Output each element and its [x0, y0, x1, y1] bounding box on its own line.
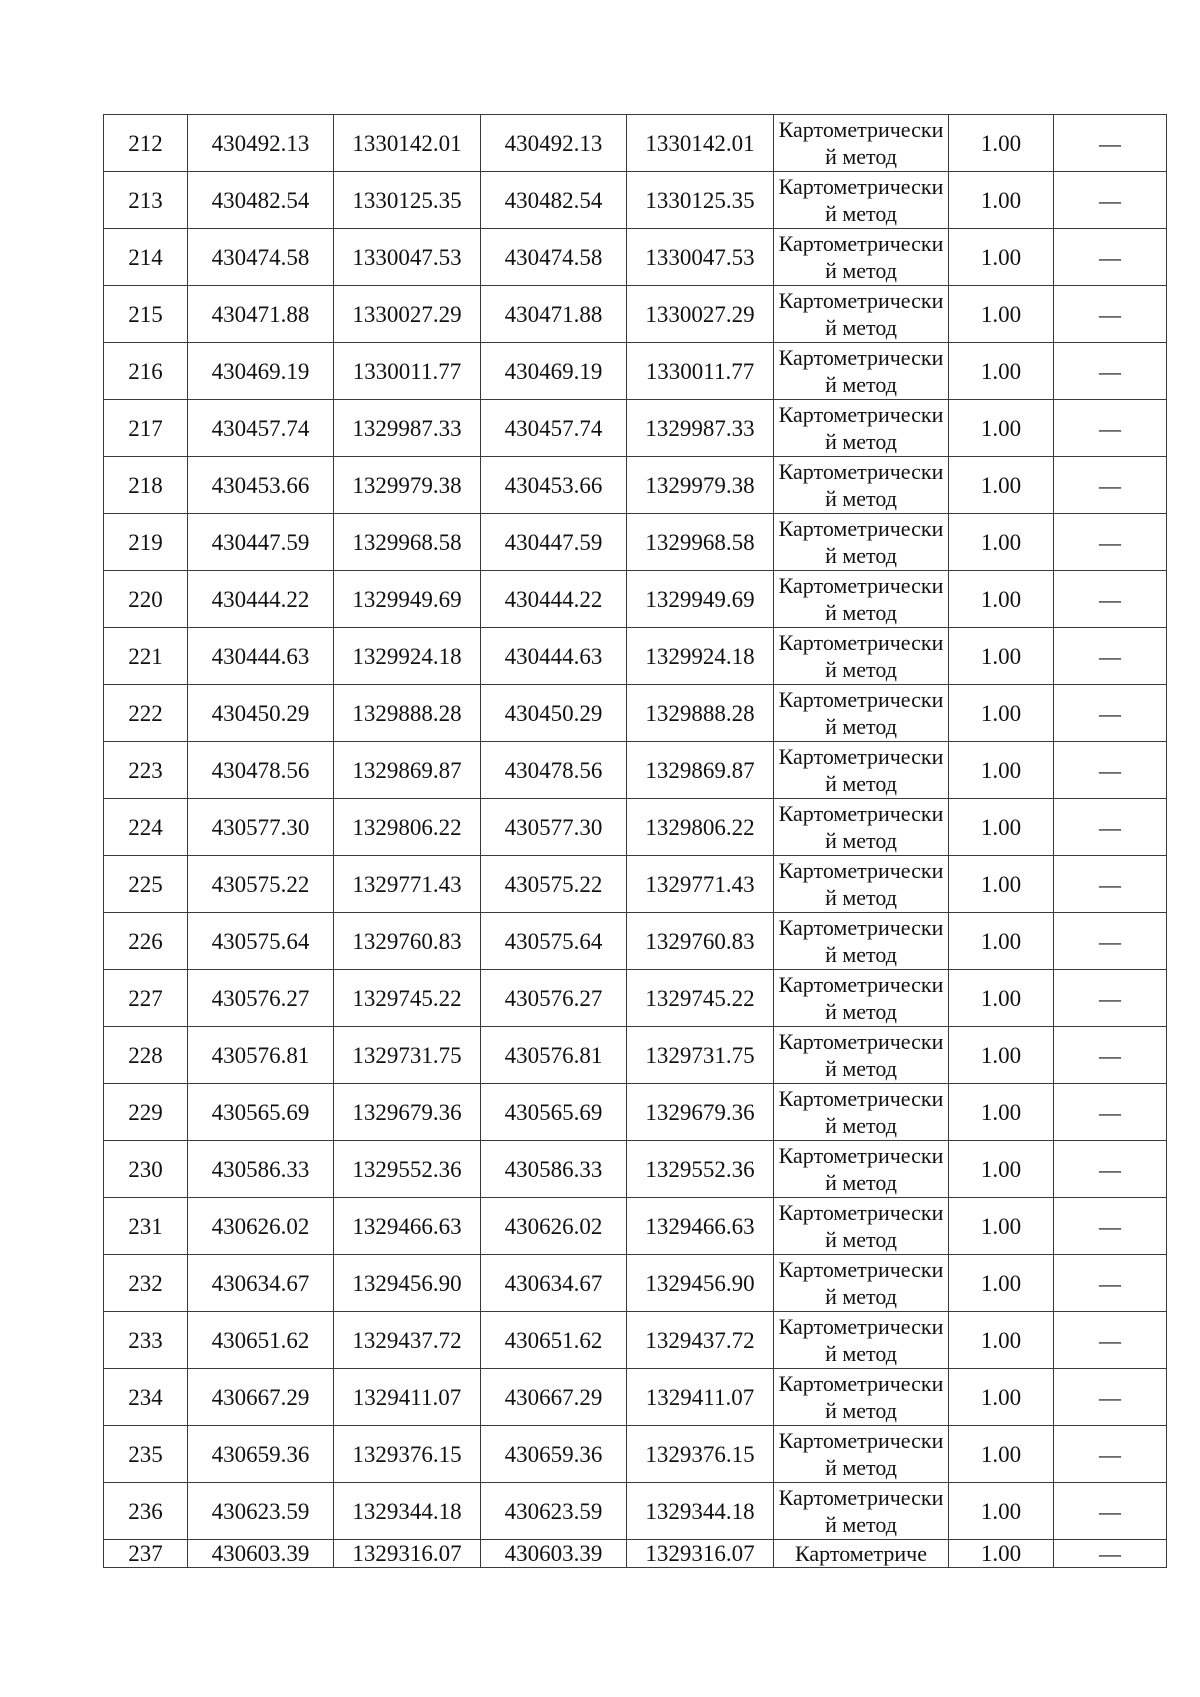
point-number-cell: 229	[104, 1084, 188, 1141]
existing-x-cell: 430576.81	[188, 1027, 334, 1084]
note-cell: —	[1054, 571, 1167, 628]
existing-y-cell: 1329344.18	[334, 1483, 481, 1540]
existing-y-cell: 1330027.29	[334, 286, 481, 343]
existing-x-cell: 430444.63	[188, 628, 334, 685]
accuracy-cell: 1.00	[949, 571, 1054, 628]
existing-x-cell: 430450.29	[188, 685, 334, 742]
new-y-cell: 1329949.69	[627, 571, 774, 628]
note-cell: —	[1054, 343, 1167, 400]
table-row	[104, 799, 1167, 856]
existing-y-cell: 1329806.22	[334, 799, 481, 856]
note-cell: —	[1054, 1540, 1167, 1568]
method-cell: Картометриче	[774, 1540, 949, 1568]
note-cell: —	[1054, 1369, 1167, 1426]
note-cell: —	[1054, 1483, 1167, 1540]
existing-x-cell: 430576.27	[188, 970, 334, 1027]
existing-x-cell: 430469.19	[188, 343, 334, 400]
note-cell: —	[1054, 685, 1167, 742]
point-number-cell: 219	[104, 514, 188, 571]
table-row	[104, 1312, 1167, 1369]
point-number-cell: 217	[104, 400, 188, 457]
accuracy-cell: 1.00	[949, 1027, 1054, 1084]
point-number-cell: 225	[104, 856, 188, 913]
new-x-cell: 430576.27	[481, 970, 627, 1027]
new-y-cell: 1330125.35	[627, 172, 774, 229]
new-x-cell: 430603.39	[481, 1540, 627, 1568]
accuracy-cell: 1.00	[949, 628, 1054, 685]
existing-y-cell: 1329760.83	[334, 913, 481, 970]
new-x-cell: 430576.81	[481, 1027, 627, 1084]
method-cell: Картометрический метод	[774, 571, 949, 628]
table-row	[104, 172, 1167, 229]
existing-y-cell: 1329376.15	[334, 1426, 481, 1483]
accuracy-cell: 1.00	[949, 799, 1054, 856]
point-number-cell: 232	[104, 1255, 188, 1312]
note-cell: —	[1054, 1255, 1167, 1312]
existing-y-cell: 1329924.18	[334, 628, 481, 685]
existing-y-cell: 1329437.72	[334, 1312, 481, 1369]
existing-y-cell: 1329745.22	[334, 970, 481, 1027]
method-cell: Картометрический метод	[774, 457, 949, 514]
point-number-cell: 227	[104, 970, 188, 1027]
existing-x-cell: 430626.02	[188, 1198, 334, 1255]
method-cell: Картометрический метод	[774, 1255, 949, 1312]
existing-x-cell: 430482.54	[188, 172, 334, 229]
existing-y-cell: 1329949.69	[334, 571, 481, 628]
existing-x-cell: 430634.67	[188, 1255, 334, 1312]
point-number-cell: 231	[104, 1198, 188, 1255]
accuracy-cell: 1.00	[949, 1141, 1054, 1198]
point-number-cell: 226	[104, 913, 188, 970]
new-x-cell: 430457.74	[481, 400, 627, 457]
method-cell: Картометрический метод	[774, 400, 949, 457]
table-row	[104, 1198, 1167, 1255]
method-cell: Картометрический метод	[774, 1426, 949, 1483]
note-cell: —	[1054, 1141, 1167, 1198]
new-y-cell: 1329869.87	[627, 742, 774, 799]
coordinates-table	[103, 114, 1167, 1568]
point-number-cell: 222	[104, 685, 188, 742]
accuracy-cell: 1.00	[949, 115, 1054, 172]
existing-y-cell: 1329316.07	[334, 1540, 481, 1568]
method-cell: Картометрический метод	[774, 856, 949, 913]
table-row	[104, 1426, 1167, 1483]
new-x-cell: 430471.88	[481, 286, 627, 343]
table-row	[104, 1084, 1167, 1141]
new-x-cell: 430444.63	[481, 628, 627, 685]
method-cell: Картометрический метод	[774, 628, 949, 685]
point-number-cell: 230	[104, 1141, 188, 1198]
table-row	[104, 115, 1167, 172]
new-y-cell: 1329344.18	[627, 1483, 774, 1540]
table-row	[104, 970, 1167, 1027]
new-x-cell: 430575.22	[481, 856, 627, 913]
method-cell: Картометрический метод	[774, 970, 949, 1027]
existing-x-cell: 430492.13	[188, 115, 334, 172]
accuracy-cell: 1.00	[949, 856, 1054, 913]
new-x-cell: 430444.22	[481, 571, 627, 628]
accuracy-cell: 1.00	[949, 1312, 1054, 1369]
table-row	[104, 514, 1167, 571]
table-row	[104, 571, 1167, 628]
new-y-cell: 1329316.07	[627, 1540, 774, 1568]
point-number-cell: 213	[104, 172, 188, 229]
existing-x-cell: 430575.64	[188, 913, 334, 970]
new-y-cell: 1329456.90	[627, 1255, 774, 1312]
note-cell: —	[1054, 970, 1167, 1027]
new-x-cell: 430469.19	[481, 343, 627, 400]
method-cell: Картометрический метод	[774, 514, 949, 571]
note-cell: —	[1054, 799, 1167, 856]
existing-x-cell: 430471.88	[188, 286, 334, 343]
table-row	[104, 1483, 1167, 1540]
accuracy-cell: 1.00	[949, 514, 1054, 571]
table-row	[104, 913, 1167, 970]
method-cell: Картометрический метод	[774, 1084, 949, 1141]
table-row	[104, 1141, 1167, 1198]
note-cell: —	[1054, 913, 1167, 970]
existing-y-cell: 1329552.36	[334, 1141, 481, 1198]
accuracy-cell: 1.00	[949, 343, 1054, 400]
existing-x-cell: 430667.29	[188, 1369, 334, 1426]
table-row	[104, 1369, 1167, 1426]
point-number-cell: 218	[104, 457, 188, 514]
point-number-cell: 223	[104, 742, 188, 799]
new-y-cell: 1329968.58	[627, 514, 774, 571]
existing-x-cell: 430603.39	[188, 1540, 334, 1568]
existing-y-cell: 1329731.75	[334, 1027, 481, 1084]
existing-x-cell: 430623.59	[188, 1483, 334, 1540]
existing-x-cell: 430575.22	[188, 856, 334, 913]
new-x-cell: 430634.67	[481, 1255, 627, 1312]
new-y-cell: 1329979.38	[627, 457, 774, 514]
method-cell: Картометрический метод	[774, 115, 949, 172]
existing-x-cell: 430474.58	[188, 229, 334, 286]
existing-y-cell: 1329679.36	[334, 1084, 481, 1141]
new-y-cell: 1330142.01	[627, 115, 774, 172]
table-row	[104, 286, 1167, 343]
table-row	[104, 628, 1167, 685]
existing-y-cell: 1329987.33	[334, 400, 481, 457]
new-y-cell: 1330027.29	[627, 286, 774, 343]
accuracy-cell: 1.00	[949, 457, 1054, 514]
accuracy-cell: 1.00	[949, 1255, 1054, 1312]
new-y-cell: 1329760.83	[627, 913, 774, 970]
existing-x-cell: 430577.30	[188, 799, 334, 856]
accuracy-cell: 1.00	[949, 1084, 1054, 1141]
accuracy-cell: 1.00	[949, 685, 1054, 742]
accuracy-cell: 1.00	[949, 1426, 1054, 1483]
point-number-cell: 235	[104, 1426, 188, 1483]
method-cell: Картометрический метод	[774, 742, 949, 799]
new-x-cell: 430626.02	[481, 1198, 627, 1255]
note-cell: —	[1054, 457, 1167, 514]
new-y-cell: 1329679.36	[627, 1084, 774, 1141]
new-x-cell: 430478.56	[481, 742, 627, 799]
method-cell: Картометрический метод	[774, 1369, 949, 1426]
existing-y-cell: 1330125.35	[334, 172, 481, 229]
method-cell: Картометрический метод	[774, 799, 949, 856]
new-y-cell: 1329771.43	[627, 856, 774, 913]
table-row	[104, 685, 1167, 742]
new-x-cell: 430575.64	[481, 913, 627, 970]
existing-y-cell: 1330011.77	[334, 343, 481, 400]
accuracy-cell: 1.00	[949, 1198, 1054, 1255]
new-x-cell: 430453.66	[481, 457, 627, 514]
method-cell: Картометрический метод	[774, 913, 949, 970]
existing-y-cell: 1329979.38	[334, 457, 481, 514]
new-y-cell: 1329466.63	[627, 1198, 774, 1255]
method-cell: Картометрический метод	[774, 343, 949, 400]
point-number-cell: 228	[104, 1027, 188, 1084]
existing-x-cell: 430651.62	[188, 1312, 334, 1369]
accuracy-cell: 1.00	[949, 742, 1054, 799]
table-row	[104, 1255, 1167, 1312]
new-x-cell: 430586.33	[481, 1141, 627, 1198]
new-y-cell: 1329806.22	[627, 799, 774, 856]
method-cell: Картометрический метод	[774, 685, 949, 742]
new-y-cell: 1329987.33	[627, 400, 774, 457]
point-number-cell: 215	[104, 286, 188, 343]
new-x-cell: 430651.62	[481, 1312, 627, 1369]
note-cell: —	[1054, 229, 1167, 286]
table-body	[104, 115, 1167, 1568]
point-number-cell: 234	[104, 1369, 188, 1426]
new-x-cell: 430667.29	[481, 1369, 627, 1426]
table-row	[104, 856, 1167, 913]
existing-y-cell: 1330047.53	[334, 229, 481, 286]
new-y-cell: 1330011.77	[627, 343, 774, 400]
accuracy-cell: 1.00	[949, 400, 1054, 457]
note-cell: —	[1054, 400, 1167, 457]
note-cell: —	[1054, 115, 1167, 172]
point-number-cell: 237	[104, 1540, 188, 1568]
method-cell: Картометрический метод	[774, 1141, 949, 1198]
note-cell: —	[1054, 742, 1167, 799]
accuracy-cell: 1.00	[949, 229, 1054, 286]
point-number-cell: 224	[104, 799, 188, 856]
method-cell: Картометрический метод	[774, 229, 949, 286]
existing-y-cell: 1329466.63	[334, 1198, 481, 1255]
accuracy-cell: 1.00	[949, 1369, 1054, 1426]
accuracy-cell: 1.00	[949, 172, 1054, 229]
table-row	[104, 1027, 1167, 1084]
accuracy-cell: 1.00	[949, 970, 1054, 1027]
accuracy-cell: 1.00	[949, 1483, 1054, 1540]
note-cell: —	[1054, 514, 1167, 571]
new-y-cell: 1329745.22	[627, 970, 774, 1027]
existing-x-cell: 430444.22	[188, 571, 334, 628]
new-y-cell: 1330047.53	[627, 229, 774, 286]
new-x-cell: 430474.58	[481, 229, 627, 286]
existing-x-cell: 430659.36	[188, 1426, 334, 1483]
existing-y-cell: 1329411.07	[334, 1369, 481, 1426]
existing-y-cell: 1329968.58	[334, 514, 481, 571]
point-number-cell: 214	[104, 229, 188, 286]
table-row	[104, 742, 1167, 799]
point-number-cell: 221	[104, 628, 188, 685]
new-x-cell: 430447.59	[481, 514, 627, 571]
note-cell: —	[1054, 1312, 1167, 1369]
new-y-cell: 1329437.72	[627, 1312, 774, 1369]
table-row	[104, 457, 1167, 514]
method-cell: Картометрический метод	[774, 1027, 949, 1084]
existing-x-cell: 430565.69	[188, 1084, 334, 1141]
point-number-cell: 216	[104, 343, 188, 400]
table-row	[104, 343, 1167, 400]
note-cell: —	[1054, 856, 1167, 913]
new-x-cell: 430577.30	[481, 799, 627, 856]
note-cell: —	[1054, 1084, 1167, 1141]
new-y-cell: 1329552.36	[627, 1141, 774, 1198]
accuracy-cell: 1.00	[949, 286, 1054, 343]
note-cell: —	[1054, 628, 1167, 685]
existing-x-cell: 430447.59	[188, 514, 334, 571]
existing-y-cell: 1329456.90	[334, 1255, 481, 1312]
new-x-cell: 430565.69	[481, 1084, 627, 1141]
new-x-cell: 430450.29	[481, 685, 627, 742]
note-cell: —	[1054, 172, 1167, 229]
accuracy-cell: 1.00	[949, 913, 1054, 970]
new-x-cell: 430623.59	[481, 1483, 627, 1540]
existing-x-cell: 430586.33	[188, 1141, 334, 1198]
table-row	[104, 229, 1167, 286]
new-x-cell: 430482.54	[481, 172, 627, 229]
existing-x-cell: 430453.66	[188, 457, 334, 514]
existing-x-cell: 430478.56	[188, 742, 334, 799]
new-y-cell: 1329731.75	[627, 1027, 774, 1084]
point-number-cell: 236	[104, 1483, 188, 1540]
existing-y-cell: 1330142.01	[334, 115, 481, 172]
note-cell: —	[1054, 286, 1167, 343]
note-cell: —	[1054, 1426, 1167, 1483]
note-cell: —	[1054, 1198, 1167, 1255]
new-y-cell: 1329888.28	[627, 685, 774, 742]
existing-y-cell: 1329771.43	[334, 856, 481, 913]
existing-x-cell: 430457.74	[188, 400, 334, 457]
note-cell: —	[1054, 1027, 1167, 1084]
point-number-cell: 212	[104, 115, 188, 172]
existing-y-cell: 1329869.87	[334, 742, 481, 799]
method-cell: Картометрический метод	[774, 1483, 949, 1540]
method-cell: Картометрический метод	[774, 1198, 949, 1255]
existing-y-cell: 1329888.28	[334, 685, 481, 742]
table-row	[104, 400, 1167, 457]
point-number-cell: 233	[104, 1312, 188, 1369]
new-y-cell: 1329924.18	[627, 628, 774, 685]
point-number-cell: 220	[104, 571, 188, 628]
method-cell: Картометрический метод	[774, 172, 949, 229]
accuracy-cell: 1.00	[949, 1540, 1054, 1568]
new-y-cell: 1329411.07	[627, 1369, 774, 1426]
new-x-cell: 430659.36	[481, 1426, 627, 1483]
method-cell: Картометрический метод	[774, 286, 949, 343]
new-y-cell: 1329376.15	[627, 1426, 774, 1483]
method-cell: Картометрический метод	[774, 1312, 949, 1369]
new-x-cell: 430492.13	[481, 115, 627, 172]
table-row	[104, 1540, 1167, 1568]
